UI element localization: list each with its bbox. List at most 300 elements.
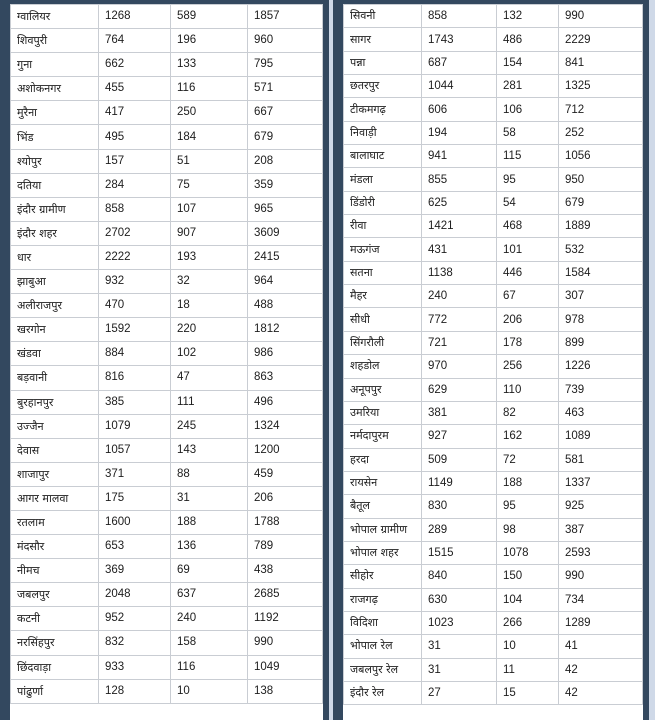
district-name: रीवा xyxy=(344,215,422,238)
count-total: 571 xyxy=(248,77,323,101)
count-b: 1078 xyxy=(497,541,559,564)
district-name: जबलपुर xyxy=(11,583,99,607)
district-name: पांढुर्णा xyxy=(11,679,99,703)
count-total: 2229 xyxy=(559,28,643,51)
table-row xyxy=(344,121,643,144)
count-total: 2685 xyxy=(248,583,323,607)
district-name: निवाड़ी xyxy=(344,121,422,144)
count-total: 387 xyxy=(559,518,643,541)
count-a: 1079 xyxy=(99,414,171,438)
count-a: 431 xyxy=(422,238,497,261)
count-b: 116 xyxy=(171,77,248,101)
district-name: मंदसौर xyxy=(11,535,99,559)
count-b: 196 xyxy=(171,29,248,53)
district-name: जबलपुर रेल xyxy=(344,658,422,681)
table-row xyxy=(11,462,323,486)
count-a: 1057 xyxy=(99,438,171,462)
table-row xyxy=(11,29,323,53)
count-a: 858 xyxy=(422,5,497,28)
count-total: 990 xyxy=(248,631,323,655)
count-b: 18 xyxy=(171,294,248,318)
count-total: 463 xyxy=(559,401,643,424)
count-b: 107 xyxy=(171,197,248,221)
count-total: 438 xyxy=(248,559,323,583)
count-b: 111 xyxy=(171,390,248,414)
table-row xyxy=(344,238,643,261)
district-name: पन्ना xyxy=(344,51,422,74)
table-row xyxy=(344,215,643,238)
table-row xyxy=(11,438,323,462)
district-table-left xyxy=(10,4,323,704)
count-a: 764 xyxy=(99,29,171,53)
district-name: बुरहानपुर xyxy=(11,390,99,414)
table-row xyxy=(11,101,323,125)
table-row xyxy=(344,448,643,471)
count-total: 734 xyxy=(559,588,643,611)
count-a: 194 xyxy=(422,121,497,144)
table-row xyxy=(11,270,323,294)
count-total: 679 xyxy=(248,125,323,149)
table-row xyxy=(344,75,643,98)
count-a: 855 xyxy=(422,168,497,191)
table-row xyxy=(11,294,323,318)
count-b: 132 xyxy=(497,5,559,28)
table-row xyxy=(344,518,643,541)
count-b: 240 xyxy=(171,607,248,631)
table-row xyxy=(344,401,643,424)
district-name: शाजापुर xyxy=(11,462,99,486)
count-a: 1044 xyxy=(422,75,497,98)
count-total: 206 xyxy=(248,486,323,510)
count-b: 115 xyxy=(497,145,559,168)
count-total: 960 xyxy=(248,29,323,53)
count-total: 1325 xyxy=(559,75,643,98)
count-b: 58 xyxy=(497,121,559,144)
count-a: 629 xyxy=(422,378,497,401)
count-b: 32 xyxy=(171,270,248,294)
count-a: 840 xyxy=(422,565,497,588)
district-name: सागर xyxy=(344,28,422,51)
count-total: 488 xyxy=(248,294,323,318)
table-row xyxy=(344,168,643,191)
table-row xyxy=(344,378,643,401)
count-a: 240 xyxy=(422,285,497,308)
count-a: 284 xyxy=(99,173,171,197)
count-total: 41 xyxy=(559,635,643,658)
count-a: 772 xyxy=(422,308,497,331)
count-a: 1421 xyxy=(422,215,497,238)
table-row xyxy=(344,681,643,704)
count-a: 816 xyxy=(99,366,171,390)
table-row xyxy=(11,318,323,342)
district-name: धार xyxy=(11,245,99,269)
count-total: 2415 xyxy=(248,245,323,269)
count-b: 193 xyxy=(171,245,248,269)
count-total: 990 xyxy=(559,5,643,28)
count-total: 1200 xyxy=(248,438,323,462)
count-total: 208 xyxy=(248,149,323,173)
district-name: अनूपपुर xyxy=(344,378,422,401)
count-total: 1289 xyxy=(559,611,643,634)
count-total: 42 xyxy=(559,681,643,704)
district-name: नर्मदापुरम xyxy=(344,425,422,448)
district-name: रायसेन xyxy=(344,471,422,494)
count-a: 830 xyxy=(422,495,497,518)
table-row xyxy=(11,342,323,366)
count-a: 932 xyxy=(99,270,171,294)
count-a: 371 xyxy=(99,462,171,486)
count-a: 1023 xyxy=(422,611,497,634)
count-b: 178 xyxy=(497,331,559,354)
count-b: 907 xyxy=(171,221,248,245)
count-total: 964 xyxy=(248,270,323,294)
table-row xyxy=(11,607,323,631)
count-total: 1889 xyxy=(559,215,643,238)
count-b: 104 xyxy=(497,588,559,611)
count-b: 15 xyxy=(497,681,559,704)
count-total: 712 xyxy=(559,98,643,121)
count-b: 10 xyxy=(497,635,559,658)
district-name: छिंदवाड़ा xyxy=(11,655,99,679)
count-a: 369 xyxy=(99,559,171,583)
count-a: 31 xyxy=(422,658,497,681)
count-total: 978 xyxy=(559,308,643,331)
count-total: 990 xyxy=(559,565,643,588)
district-name: इंदौर रेल xyxy=(344,681,422,704)
count-b: 184 xyxy=(171,125,248,149)
table-row xyxy=(11,173,323,197)
left-sheet xyxy=(10,4,323,720)
count-b: 446 xyxy=(497,261,559,284)
count-b: 637 xyxy=(171,583,248,607)
count-b: 281 xyxy=(497,75,559,98)
table-row xyxy=(344,565,643,588)
count-a: 2222 xyxy=(99,245,171,269)
count-a: 858 xyxy=(99,197,171,221)
district-name: भोपाल ग्रामीण xyxy=(344,518,422,541)
count-a: 27 xyxy=(422,681,497,704)
table-row xyxy=(11,5,323,29)
count-b: 95 xyxy=(497,168,559,191)
count-b: 589 xyxy=(171,5,248,29)
count-a: 157 xyxy=(99,149,171,173)
count-total: 307 xyxy=(559,285,643,308)
district-name: इंदौर ग्रामीण xyxy=(11,197,99,221)
count-b: 95 xyxy=(497,495,559,518)
count-a: 128 xyxy=(99,679,171,703)
count-a: 455 xyxy=(99,77,171,101)
count-a: 289 xyxy=(422,518,497,541)
district-name: भोपाल शहर xyxy=(344,541,422,564)
count-b: 31 xyxy=(171,486,248,510)
count-b: 136 xyxy=(171,535,248,559)
count-total: 252 xyxy=(559,121,643,144)
table-row xyxy=(344,611,643,634)
count-total: 581 xyxy=(559,448,643,471)
table-row xyxy=(11,149,323,173)
district-name: खंडवा xyxy=(11,342,99,366)
count-b: 110 xyxy=(497,378,559,401)
count-b: 250 xyxy=(171,101,248,125)
count-total: 1226 xyxy=(559,355,643,378)
count-a: 1592 xyxy=(99,318,171,342)
count-total: 2593 xyxy=(559,541,643,564)
count-b: 75 xyxy=(171,173,248,197)
district-name: अशोकनगर xyxy=(11,77,99,101)
count-total: 532 xyxy=(559,238,643,261)
count-b: 116 xyxy=(171,655,248,679)
table-row xyxy=(11,535,323,559)
count-b: 486 xyxy=(497,28,559,51)
count-total: 925 xyxy=(559,495,643,518)
count-a: 495 xyxy=(99,125,171,149)
table-row xyxy=(11,679,323,703)
count-total: 965 xyxy=(248,197,323,221)
count-total: 899 xyxy=(559,331,643,354)
count-b: 88 xyxy=(171,462,248,486)
count-total: 1788 xyxy=(248,510,323,534)
district-name: दतिया xyxy=(11,173,99,197)
count-a: 31 xyxy=(422,635,497,658)
count-total: 359 xyxy=(248,173,323,197)
count-b: 54 xyxy=(497,191,559,214)
table-row xyxy=(11,655,323,679)
table-row xyxy=(11,197,323,221)
table-row xyxy=(11,583,323,607)
table-row xyxy=(344,51,643,74)
district-name: सतना xyxy=(344,261,422,284)
district-name: मुरैना xyxy=(11,101,99,125)
count-b: 69 xyxy=(171,559,248,583)
district-name: बड़वानी xyxy=(11,366,99,390)
district-name: देवास xyxy=(11,438,99,462)
table-row xyxy=(11,631,323,655)
district-name: सिंगरौली xyxy=(344,331,422,354)
count-b: 256 xyxy=(497,355,559,378)
count-a: 721 xyxy=(422,331,497,354)
right-panel xyxy=(333,0,649,720)
district-name: बैतूल xyxy=(344,495,422,518)
table-row xyxy=(344,5,643,28)
count-a: 662 xyxy=(99,53,171,77)
count-b: 266 xyxy=(497,611,559,634)
table-row xyxy=(344,98,643,121)
district-name: भोपाल रेल xyxy=(344,635,422,658)
count-total: 42 xyxy=(559,658,643,681)
count-a: 1149 xyxy=(422,471,497,494)
table-row xyxy=(11,510,323,534)
table-row xyxy=(11,53,323,77)
district-name: कटनी xyxy=(11,607,99,631)
count-total: 1857 xyxy=(248,5,323,29)
count-b: 245 xyxy=(171,414,248,438)
table-row xyxy=(344,261,643,284)
table-row xyxy=(344,635,643,658)
count-a: 1138 xyxy=(422,261,497,284)
count-a: 2702 xyxy=(99,221,171,245)
district-name: ग्वालियर xyxy=(11,5,99,29)
count-total: 3609 xyxy=(248,221,323,245)
table-row xyxy=(344,28,643,51)
table-row xyxy=(11,414,323,438)
table-row xyxy=(11,77,323,101)
district-name: टीकमगढ़ xyxy=(344,98,422,121)
count-a: 470 xyxy=(99,294,171,318)
table-row xyxy=(11,486,323,510)
count-total: 950 xyxy=(559,168,643,191)
count-b: 188 xyxy=(497,471,559,494)
count-total: 459 xyxy=(248,462,323,486)
district-name: सीधी xyxy=(344,308,422,331)
count-b: 220 xyxy=(171,318,248,342)
count-total: 679 xyxy=(559,191,643,214)
count-b: 102 xyxy=(171,342,248,366)
count-b: 82 xyxy=(497,401,559,424)
count-total: 138 xyxy=(248,679,323,703)
count-a: 2048 xyxy=(99,583,171,607)
district-name: खरगोन xyxy=(11,318,99,342)
table-row xyxy=(344,588,643,611)
count-b: 67 xyxy=(497,285,559,308)
district-name: भिंड xyxy=(11,125,99,149)
count-a: 509 xyxy=(422,448,497,471)
table-row xyxy=(11,366,323,390)
district-name: अलीराजपुर xyxy=(11,294,99,318)
count-b: 10 xyxy=(171,679,248,703)
district-name: बालाघाट xyxy=(344,145,422,168)
count-a: 970 xyxy=(422,355,497,378)
count-a: 933 xyxy=(99,655,171,679)
count-total: 795 xyxy=(248,53,323,77)
district-name: शिवपुरी xyxy=(11,29,99,53)
district-name: मऊगंज xyxy=(344,238,422,261)
table-row xyxy=(344,658,643,681)
district-name: राजगढ़ xyxy=(344,588,422,611)
district-name: सीहोर xyxy=(344,565,422,588)
district-name: विदिशा xyxy=(344,611,422,634)
count-total: 1337 xyxy=(559,471,643,494)
district-name: श्योपुर xyxy=(11,149,99,173)
table-row xyxy=(344,495,643,518)
district-name: इंदौर शहर xyxy=(11,221,99,245)
count-total: 739 xyxy=(559,378,643,401)
district-name: नरसिंहपुर xyxy=(11,631,99,655)
count-b: 162 xyxy=(497,425,559,448)
count-total: 1192 xyxy=(248,607,323,631)
count-b: 188 xyxy=(171,510,248,534)
district-name: उज्जैन xyxy=(11,414,99,438)
count-b: 72 xyxy=(497,448,559,471)
right-sheet xyxy=(343,4,643,720)
count-b: 106 xyxy=(497,98,559,121)
table-row xyxy=(11,245,323,269)
count-a: 952 xyxy=(99,607,171,631)
count-a: 1515 xyxy=(422,541,497,564)
count-total: 789 xyxy=(248,535,323,559)
count-total: 1812 xyxy=(248,318,323,342)
table-row xyxy=(11,390,323,414)
count-total: 1056 xyxy=(559,145,643,168)
count-total: 1089 xyxy=(559,425,643,448)
count-total: 863 xyxy=(248,366,323,390)
table-row xyxy=(344,471,643,494)
count-total: 667 xyxy=(248,101,323,125)
count-a: 175 xyxy=(99,486,171,510)
count-a: 606 xyxy=(422,98,497,121)
district-name: डिंडोरी xyxy=(344,191,422,214)
count-a: 630 xyxy=(422,588,497,611)
table-row xyxy=(11,221,323,245)
count-total: 986 xyxy=(248,342,323,366)
district-name: शहडोल xyxy=(344,355,422,378)
count-a: 927 xyxy=(422,425,497,448)
count-a: 832 xyxy=(99,631,171,655)
count-a: 385 xyxy=(99,390,171,414)
count-a: 1743 xyxy=(422,28,497,51)
district-name: सिवनी xyxy=(344,5,422,28)
district-name: आगर मालवा xyxy=(11,486,99,510)
count-total: 1584 xyxy=(559,261,643,284)
count-b: 101 xyxy=(497,238,559,261)
table-row xyxy=(11,559,323,583)
district-name: झाबुआ xyxy=(11,270,99,294)
district-name: नीमच xyxy=(11,559,99,583)
table-row xyxy=(344,355,643,378)
district-name: हरदा xyxy=(344,448,422,471)
count-total: 841 xyxy=(559,51,643,74)
table-row xyxy=(344,191,643,214)
count-b: 158 xyxy=(171,631,248,655)
district-name: छतरपुर xyxy=(344,75,422,98)
count-b: 206 xyxy=(497,308,559,331)
count-a: 417 xyxy=(99,101,171,125)
table-row xyxy=(344,285,643,308)
count-total: 1324 xyxy=(248,414,323,438)
district-name: गुना xyxy=(11,53,99,77)
count-b: 51 xyxy=(171,149,248,173)
count-a: 381 xyxy=(422,401,497,424)
count-a: 653 xyxy=(99,535,171,559)
table-row xyxy=(344,331,643,354)
district-name: मंडला xyxy=(344,168,422,191)
count-b: 98 xyxy=(497,518,559,541)
district-table-right xyxy=(343,4,643,705)
count-a: 884 xyxy=(99,342,171,366)
count-a: 1600 xyxy=(99,510,171,534)
count-total: 496 xyxy=(248,390,323,414)
count-b: 150 xyxy=(497,565,559,588)
district-name: मैहर xyxy=(344,285,422,308)
count-total: 1049 xyxy=(248,655,323,679)
table-row xyxy=(344,425,643,448)
count-a: 625 xyxy=(422,191,497,214)
table-row xyxy=(344,308,643,331)
count-a: 1268 xyxy=(99,5,171,29)
table-row xyxy=(344,145,643,168)
count-b: 133 xyxy=(171,53,248,77)
count-b: 154 xyxy=(497,51,559,74)
table-row xyxy=(11,125,323,149)
district-name: उमरिया xyxy=(344,401,422,424)
count-b: 468 xyxy=(497,215,559,238)
table-row xyxy=(344,541,643,564)
count-b: 11 xyxy=(497,658,559,681)
count-a: 687 xyxy=(422,51,497,74)
count-a: 941 xyxy=(422,145,497,168)
count-b: 47 xyxy=(171,366,248,390)
count-b: 143 xyxy=(171,438,248,462)
district-name: रतलाम xyxy=(11,510,99,534)
